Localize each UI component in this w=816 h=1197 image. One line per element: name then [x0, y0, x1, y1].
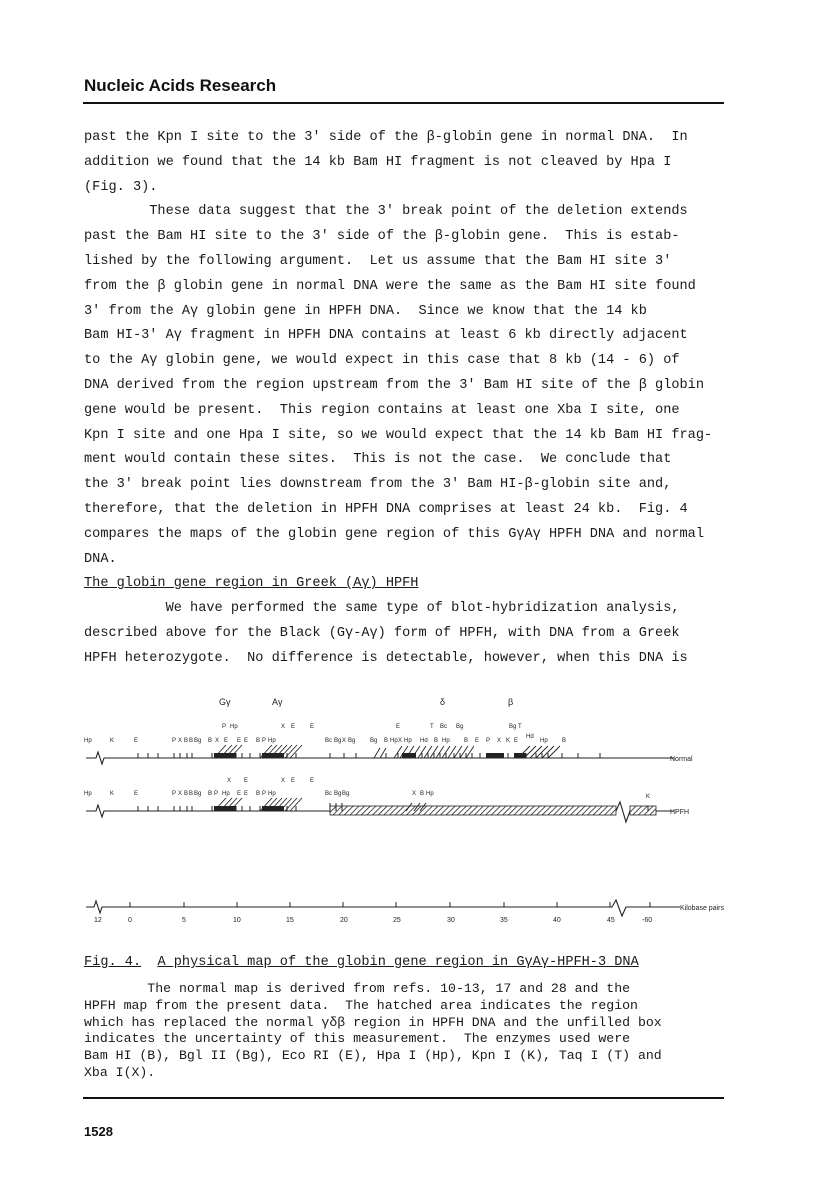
normal-site-label: E	[396, 724, 401, 730]
hpfh-map	[84, 778, 689, 822]
normal-map	[84, 724, 693, 764]
body-line: described above for the Black (Gγ-Aγ) form of HPFH, with DNA from a Greek	[84, 625, 680, 641]
body-line: Bam HI-3' Aγ fragment in HPFH DNA contains at least 6 kb directly adjacent	[84, 328, 688, 344]
normal-site-label: Bc	[440, 724, 448, 730]
normal-site-label: B	[562, 738, 567, 744]
body-line: Kpn I site and one Hpa I site, so we would expect that the 14 kb Bam HI frag-	[84, 427, 713, 443]
caption-line: The normal map is derived from refs. 10-13, 17 and 28 and the	[84, 981, 631, 996]
section-heading: The globin gene region in Greek (Aγ) HPFH	[84, 576, 419, 592]
hpfh-site-label: E	[291, 778, 296, 784]
normal-site-label: X	[178, 738, 183, 744]
hpfh-site-label: Hp	[426, 791, 434, 797]
normal-site-label: T	[430, 724, 434, 730]
axis-tick-label: -60	[642, 917, 653, 924]
hpfh-site-label: X	[412, 791, 417, 797]
body-line: compares the maps of the globin gene region of this GγAγ HPFH DNA and normal	[84, 526, 704, 542]
normal-site-label: B	[208, 738, 213, 744]
figure-caption-title	[84, 955, 639, 970]
hpfh-site-label: K	[646, 794, 651, 800]
normal-site-label: Bg	[334, 738, 342, 744]
normal-site-label: E	[514, 738, 519, 744]
normal-site-label: Hp	[230, 724, 238, 730]
normal-site-label: P	[486, 738, 491, 744]
axis-tick-label: 40	[553, 917, 561, 924]
kilobase-axis	[86, 900, 724, 924]
normal-site-label: B	[184, 738, 189, 744]
hpfh-site-label: Bc	[325, 791, 333, 797]
hpfh-site-label: X	[178, 791, 183, 797]
caption-line: Xba I(X).	[84, 1064, 156, 1080]
hpfh-site-label: B	[256, 791, 261, 797]
caption-line: which has replaced the normal γδβ region in HPFH DNA and the unfilled box	[84, 1014, 662, 1030]
normal-site-label: T	[518, 724, 522, 730]
normal-site-label: Bc	[325, 738, 333, 744]
axis-tick-label: 45	[607, 917, 615, 924]
hpfh-site-label: Hp	[84, 791, 92, 797]
normal-site-label: E	[475, 738, 480, 744]
body-line: addition we found that the 14 kb Bam HI fragment is not cleaved by Hpa I	[84, 154, 672, 170]
axis-tick-label: 15	[286, 917, 294, 924]
normal-site-label: Hp	[540, 738, 548, 744]
hpfh-site-label: Hp	[268, 791, 276, 797]
body-line: HPFH heterozygote. No difference is detectable, however, when this DNA is	[84, 650, 688, 666]
normal-site-label: Hp	[390, 738, 398, 744]
normal-site-label: Bg	[348, 738, 356, 744]
body-line: gene would be present. This region contains at least one Xba I site, one	[84, 402, 680, 418]
normal-site-label: X	[215, 738, 220, 744]
body-line: We have performed the same type of blot-hybridization analysis,	[84, 601, 680, 617]
hpfh-site-label: E	[310, 778, 315, 784]
axis-tick-label: 10	[233, 917, 241, 924]
normal-site-label: Hp	[442, 738, 450, 744]
gene-label-a-gamma: Aγ	[272, 697, 283, 707]
gene-label-g-gamma: Gγ	[219, 697, 231, 707]
hpfh-site-label: B	[208, 791, 213, 797]
normal-site-label: B	[384, 738, 389, 744]
caption-line: indicates the uncertainty of this measurement. The enzymes used were	[84, 1031, 631, 1047]
gene-label-beta: β	[508, 697, 514, 707]
normal-site-label: Bg	[456, 724, 464, 730]
body-line: These data suggest that the 3' break point of the deletion extends	[84, 204, 688, 220]
normal-site-label: P	[222, 724, 227, 730]
body-text	[84, 126, 734, 672]
hpfh-site-label: E	[134, 791, 139, 797]
globin-map-figure	[84, 690, 744, 930]
footer-rule	[83, 1097, 724, 1099]
normal-site-label: P	[172, 738, 177, 744]
normal-site-label: K	[110, 738, 115, 744]
hpfh-site-label: E	[244, 778, 249, 784]
body-line: 3' from the Aγ globin gene in HPFH DNA. Since we know that the 14 kb	[84, 303, 647, 319]
hpfh-site-label: K	[110, 791, 115, 797]
axis-tick-label: 30	[447, 917, 455, 924]
normal-site-label: X	[342, 738, 347, 744]
header-rule	[83, 102, 724, 104]
normal-site-label: Hp	[268, 738, 276, 744]
hpfh-site-label: Bg	[342, 791, 350, 797]
figure-caption-body	[84, 981, 734, 1082]
body-line: to the Aγ globin gene, we would expect in this case that 8 kb (14 - 6) of	[84, 353, 680, 369]
normal-site-label: K	[506, 738, 511, 744]
normal-map-label: Normal	[670, 756, 693, 763]
body-line: DNA derived from the region upstream from the 3' Bam HI site of the β globin	[84, 377, 704, 393]
hpfh-site-label: B	[189, 791, 194, 797]
body-line: lished by the following argument. Let us assume that the Bam HI site 3'	[84, 253, 672, 269]
hpfh-site-label: P	[172, 791, 177, 797]
hpfh-site-label: E	[237, 791, 242, 797]
body-line: past the Kpn I site to the 3' side of the β-globin gene in normal DNA. In	[84, 130, 688, 145]
axis-tick-label: 20	[340, 917, 348, 924]
axis-tick-label: 12	[94, 917, 102, 924]
caption-line: Bam HI (B), Bgl II (Bg), Eco RI (E), Hpa I (Hp), Kpn I (K), Taq I (T) and	[84, 1048, 662, 1064]
axis-tick-label: 25	[393, 917, 401, 924]
body-line: DNA.	[84, 551, 117, 567]
normal-site-label: E	[224, 738, 229, 744]
figure-label: Fig. 4.	[84, 955, 142, 970]
normal-site-label: Hd	[420, 738, 428, 744]
hpfh-site-label: Bg	[334, 791, 342, 797]
hpfh-site-label: B	[420, 791, 425, 797]
hpfh-site-label: P	[214, 791, 219, 797]
hpfh-site-label: Bg	[194, 791, 202, 797]
axis-label: Kilobase pairs	[680, 905, 724, 912]
body-line: (Fig. 3).	[84, 179, 158, 195]
hpfh-site-label: P	[262, 791, 267, 797]
body-line: ment would contain these sites. This is not the case. We conclude that	[84, 452, 672, 468]
axis-tick-label: 0	[128, 917, 132, 924]
hpfh-site-label: B	[184, 791, 189, 797]
normal-site-label: Hp	[404, 738, 412, 744]
normal-site-label: X	[398, 738, 403, 744]
normal-site-label: B	[434, 738, 439, 744]
axis-tick-label: 35	[500, 917, 508, 924]
normal-site-label: B	[189, 738, 194, 744]
normal-site-label: Bg	[509, 724, 517, 730]
normal-site-label: Hd	[526, 734, 534, 740]
body-line: from the β globin gene in normal DNA were the same as the Bam HI site found	[84, 278, 696, 294]
normal-site-label: Bg	[370, 738, 378, 744]
normal-site-label: P	[262, 738, 267, 744]
normal-site-label: E	[237, 738, 242, 744]
normal-site-label: B	[256, 738, 261, 744]
figure-title: A physical map of the globin gene region in GγAγ-HPFH-3 DNA	[157, 955, 639, 970]
normal-site-label: Bg	[194, 738, 202, 744]
hpfh-site-label: X	[227, 778, 232, 784]
body-line: therefore, that the deletion in HPFH DNA comprises at least 24 kb. Fig. 4	[84, 501, 688, 517]
normal-site-label: E	[134, 738, 139, 744]
page-number: 1528	[84, 1124, 113, 1139]
normal-site-label: E	[244, 738, 249, 744]
hpfh-site-label: E	[244, 791, 249, 797]
axis-tick-label: 5	[182, 917, 186, 924]
normal-site-label: Hp	[84, 738, 92, 744]
normal-site-label: E	[310, 724, 315, 730]
normal-site-label: X	[497, 738, 502, 744]
hpfh-site-label: Hp	[222, 791, 230, 797]
hpfh-site-label: X	[281, 778, 286, 784]
caption-line: HPFH map from the present data. The hatched area indicates the region	[84, 997, 638, 1013]
journal-title: Nucleic Acids Research	[84, 76, 277, 95]
normal-site-label: X	[281, 724, 286, 730]
body-line: past the Bam HI site to the 3' side of the β-globin gene. This is estab-	[84, 229, 680, 245]
body-line: the 3' break point lies downstream from the 3' Bam HI-β-globin site and,	[84, 477, 672, 493]
normal-site-label: B	[464, 738, 469, 744]
normal-site-label: E	[291, 724, 296, 730]
gene-label-delta: δ	[440, 697, 446, 707]
hpfh-map-label: HPFH	[670, 809, 690, 816]
